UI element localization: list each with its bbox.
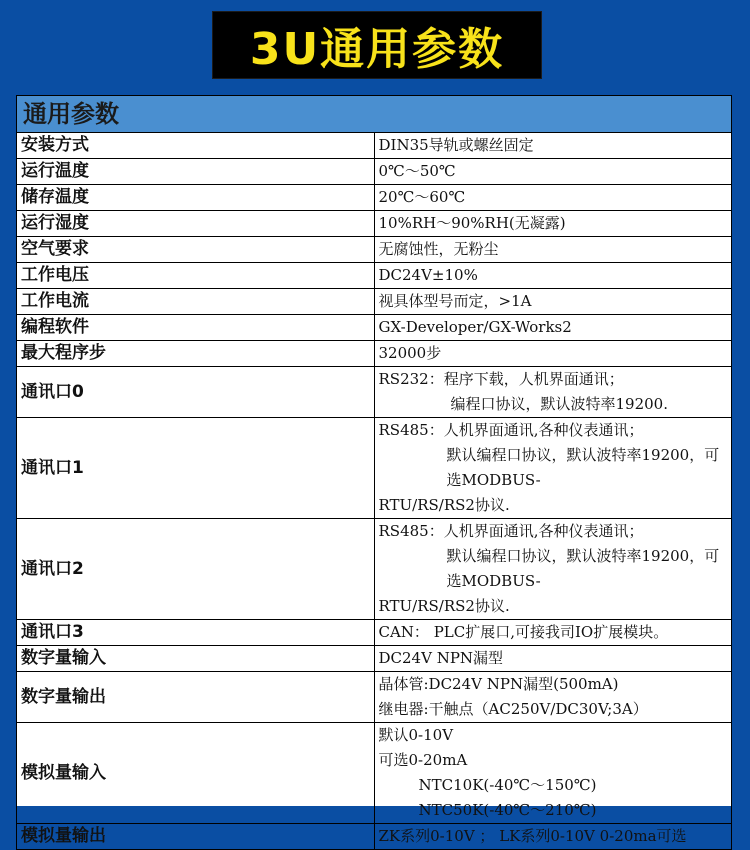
value-line: DIN35导轨或螺丝固定 [378, 136, 534, 154]
value-line: 默认0-10V [378, 726, 454, 744]
value-line: DC24V±10% [378, 266, 478, 284]
value-line: RS485：人机界面通讯,各种仪表通讯； [378, 421, 644, 439]
row-value [374, 519, 732, 620]
value-line: 默认编程口协议，默认波特率19200，可选MODBUS- [446, 547, 720, 590]
value-line: CAN： PLC扩展口,可接我司IO扩展模块。 [378, 623, 669, 641]
row-value [374, 237, 732, 263]
table-row [17, 315, 732, 341]
row-value [374, 159, 732, 185]
row-value [374, 418, 732, 519]
row-key: 安装方式 [17, 133, 375, 159]
row-key: 模拟量输出 [17, 824, 375, 850]
table-header-row [17, 96, 732, 133]
table-row [17, 211, 732, 237]
row-value [374, 367, 732, 418]
table-row [17, 159, 732, 185]
value-line: 继电器:干触点（AC250V/DC30V;3A） [378, 700, 648, 718]
table-header: 通用参数 [17, 96, 732, 133]
table-row [17, 133, 732, 159]
row-key: 工作电压 [17, 263, 375, 289]
row-key: 编程软件 [17, 315, 375, 341]
value-line: 无腐蚀性，无粉尘 [378, 240, 499, 258]
value-line: RTU/RS/RS2协议. [378, 597, 510, 615]
row-key: 最大程序步 [17, 341, 375, 367]
value-line: 10%RH～90%RH(无凝露) [378, 214, 566, 232]
value-line: 32000步 [378, 344, 442, 362]
table-row [17, 341, 732, 367]
value-line: GX-Developer/GX-Works2 [378, 318, 572, 336]
row-value [374, 620, 732, 646]
row-key: 通讯口0 [17, 367, 375, 418]
row-key: 模拟量输入 [17, 723, 375, 824]
row-value [374, 289, 732, 315]
row-key: 运行湿度 [17, 211, 375, 237]
row-value [374, 723, 732, 824]
value-line: RS485：人机界面通讯,各种仪表通讯； [378, 522, 644, 540]
row-key: 储存温度 [17, 185, 375, 211]
row-key: 空气要求 [17, 237, 375, 263]
table-row [17, 289, 732, 315]
row-key: 工作电流 [17, 289, 375, 315]
value-line: DC24V NPN漏型 [378, 649, 504, 667]
row-value [374, 824, 732, 850]
row-value [374, 211, 732, 237]
row-value [374, 672, 732, 723]
value-line: 晶体管:DC24V NPN漏型(500mA) [378, 675, 619, 693]
row-value [374, 185, 732, 211]
value-line: 0℃～50℃ [378, 162, 456, 180]
table-row [17, 418, 732, 519]
table-row [17, 263, 732, 289]
table-row [17, 519, 732, 620]
table-row [17, 620, 732, 646]
table-row [17, 723, 732, 824]
row-value [374, 646, 732, 672]
title-banner [212, 11, 542, 79]
value-line: NTC50K(-40℃～210℃) [418, 801, 597, 819]
spec-panel [16, 95, 732, 846]
value-line: NTC10K(-40℃～150℃) [418, 776, 597, 794]
value-line: RTU/RS/RS2协议. [378, 496, 510, 514]
row-key: 数字量输出 [17, 672, 375, 723]
table-row [17, 672, 732, 723]
row-key: 通讯口3 [17, 620, 375, 646]
value-line: 20℃～60℃ [378, 188, 466, 206]
value-line: ZK系列0-10V ； LK系列0-10V 0-20ma可选 [378, 827, 687, 845]
row-value [374, 133, 732, 159]
table-row [17, 367, 732, 418]
row-key: 通讯口2 [17, 519, 375, 620]
row-key: 运行温度 [17, 159, 375, 185]
row-value [374, 315, 732, 341]
value-line: RS232：程序下载，人机界面通讯； [378, 370, 624, 388]
value-line: 视具体型号而定，>1A [378, 292, 532, 310]
value-line: 编程口协议，默认波特率19200. [450, 395, 668, 413]
table-row [17, 185, 732, 211]
banner-title: 3U通用参数 [249, 24, 505, 75]
value-line: 默认编程口协议，默认波特率19200，可选MODBUS- [446, 446, 720, 489]
row-key: 数字量输入 [17, 646, 375, 672]
table-row [17, 824, 732, 850]
spec-table [16, 95, 732, 850]
row-value [374, 263, 732, 289]
value-line: 可选0-20mA [378, 751, 468, 769]
row-key: 通讯口1 [17, 418, 375, 519]
row-value [374, 341, 732, 367]
table-row [17, 237, 732, 263]
table-row [17, 646, 732, 672]
